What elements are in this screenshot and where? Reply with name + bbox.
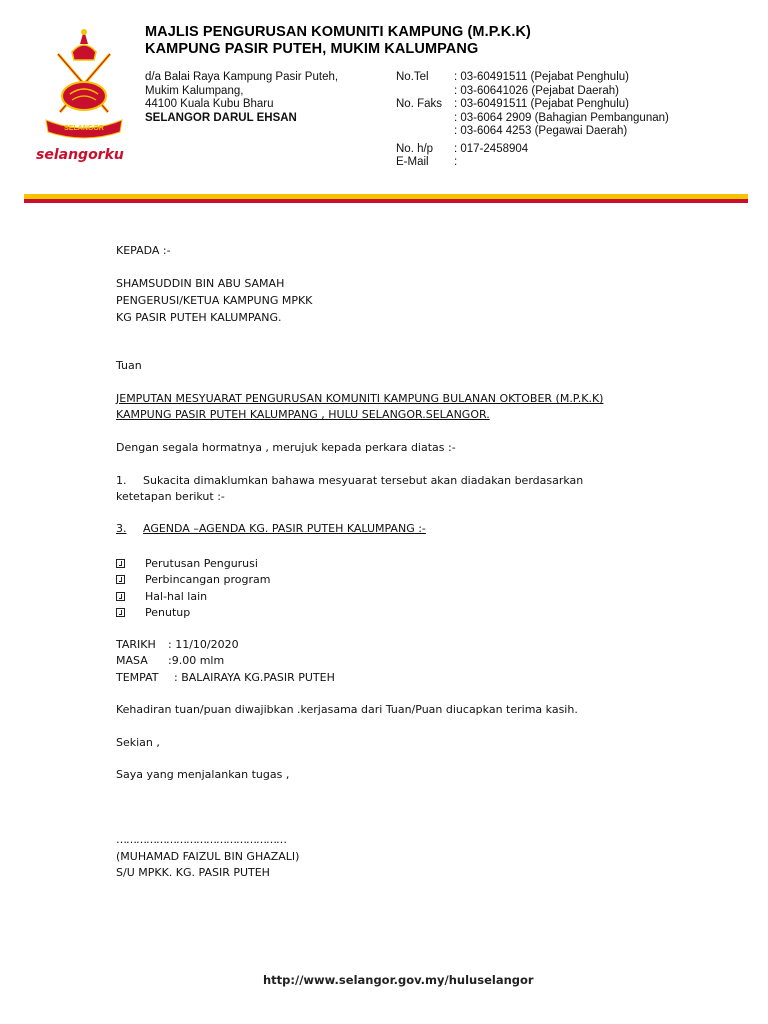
contact-row: : 03-60641026 (Pejabat Daerah) — [454, 84, 619, 97]
contact-row: E-Mail : — [396, 156, 458, 168]
org-title-line2: KAMPUNG PASIR PUTEH, MUKIM KALUMPANG — [145, 41, 479, 57]
closing-duty: Saya yang menjalankan tugas , — [116, 768, 290, 781]
checkbox-bullet-icon — [116, 559, 125, 568]
header-stripe-red — [24, 199, 748, 203]
contact-row: No.Tel : 03-60491511 (Pejabat Penghulu) — [396, 71, 629, 83]
recipient-position: PENGERUSI/KETUA KAMPUNG MPKK — [116, 294, 313, 307]
salutation: Tuan — [116, 359, 142, 372]
agenda-title: AGENDA –AGENDA KG. PASIR PUTEH KALUMPANG :- — [143, 522, 426, 535]
address-line: 44100 Kuala Kubu Bharu — [145, 98, 274, 110]
detail-row: MASA :9.00 mlm — [116, 654, 225, 668]
checkbox-bullet-icon — [116, 575, 125, 584]
footer-website-link[interactable]: http://www.selangor.gov.my/huluselangor — [263, 973, 534, 987]
checkbox-bullet-icon — [116, 592, 125, 601]
recipient-name: SHAMSUDDIN BIN ABU SAMAH — [116, 277, 285, 290]
contact-row: No. h/p : 017-2458904 — [396, 142, 529, 155]
selangor-crest-logo — [36, 24, 132, 140]
recipient-location: KG PASIR PUTEH KALUMPANG. — [116, 311, 282, 324]
point3-number: 3. — [116, 522, 127, 535]
closing-sekian: Sekian , — [116, 736, 160, 749]
to-label: KEPADA :- — [116, 244, 171, 257]
detail-row: TARIKH : 11/10/2020 — [116, 638, 239, 651]
point1-text: Sukacita dimaklumkan bahawa mesyuarat tersebut akan diadakan berdasarkan — [143, 474, 584, 487]
attendance-note: Kehadiran tuan/puan diwajibkan .kerjasama dari Tuan/Puan diucapkan terima kasih. — [116, 703, 578, 716]
contact-block — [396, 71, 726, 170]
agenda-list — [116, 556, 270, 621]
selangorku-text: selangorku — [36, 147, 124, 163]
signer-name: (MUHAMAD FAIZUL BIN GHAZALI) — [116, 850, 300, 863]
signature-line: …………………………………………… — [116, 833, 286, 846]
logo-ribbon-text: SELANGOR — [64, 125, 104, 132]
address-line: Mukim Kalumpang, — [145, 84, 244, 97]
address-line: d/a Balai Raya Kampung Pasir Puteh, — [145, 71, 339, 83]
contact-row: No. Faks : 03-60491511 (Pejabat Penghulu) — [396, 98, 629, 110]
intro-text: Dengan segala hormatnya , merujuk kepada perkara diatas :- — [116, 441, 456, 454]
detail-row: TEMPAT : BALAIRAYA KG.PASIR PUTEH — [116, 670, 335, 684]
contact-row: : 03-6064 4253 (Pegawai Daerah) — [454, 125, 628, 137]
details-block — [116, 637, 335, 686]
subject-line1: JEMPUTAN MESYUARAT PENGURUSAN KOMUNITI KAMPUNG BULANAN OKTOBER (M.P.K.K) — [116, 392, 604, 405]
subject-line2: KAMPUNG PASIR PUTEH KALUMPANG , HULU SELANGOR.SELANGOR. — [116, 408, 490, 421]
selangorku-brand — [36, 146, 136, 166]
checkbox-bullet-icon — [116, 608, 125, 617]
agenda-item: Perbincangan program — [116, 572, 270, 588]
agenda-item: Hal-hal lain — [116, 589, 270, 605]
agenda-item: Penutup — [116, 605, 270, 621]
agenda-item: Perutusan Pengurusi — [116, 556, 270, 572]
signer-title: S/U MPKK. KG. PASIR PUTEH — [116, 866, 270, 879]
contact-row: : 03-6064 2909 (Bahagian Pembangunan) — [454, 111, 669, 124]
point1-number: 1. — [116, 474, 127, 487]
address-state: SELANGOR DARUL EHSAN — [145, 111, 297, 124]
address-block — [145, 71, 338, 125]
point1-text-cont: ketetapan berikut :- — [116, 490, 225, 503]
org-title-line1: MAJLIS PENGURUSAN KOMUNITI KAMPUNG (M.P.K.K) — [145, 24, 531, 40]
